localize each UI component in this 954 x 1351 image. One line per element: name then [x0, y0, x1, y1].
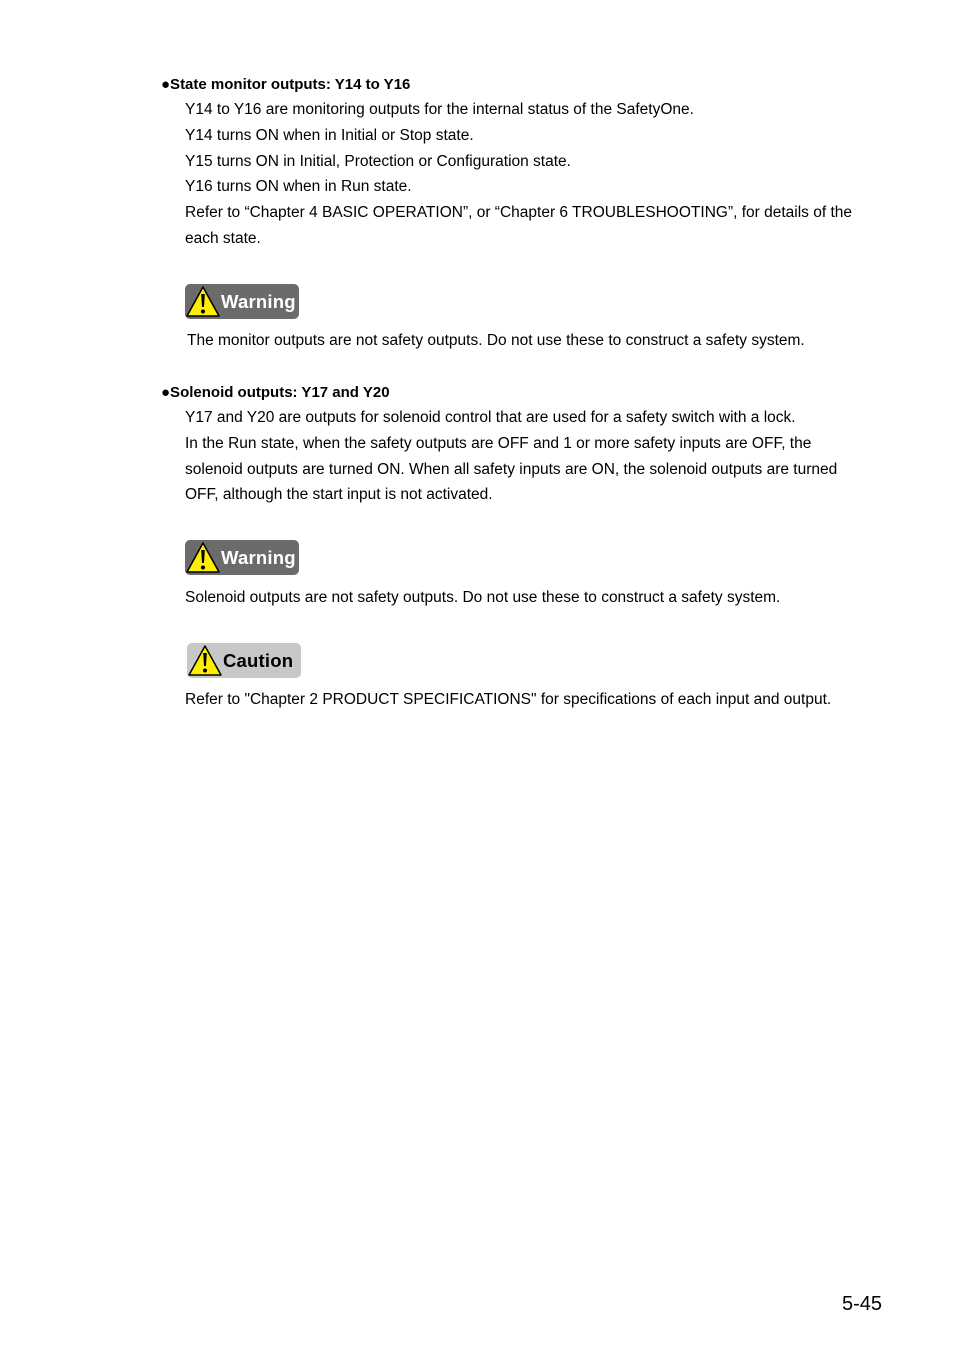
caution-label: Caution — [223, 649, 294, 671]
section-heading-solenoid: ●Solenoid outputs: Y17 and Y20 — [161, 384, 390, 401]
warning-text: The monitor outputs are not safety outputs. Do not use these to construct a safety system. — [187, 332, 805, 349]
warning-badge — [185, 284, 299, 319]
caution-text: Refer to "Chapter 2 PRODUCT SPECIFICATIONS" for specifications of each input and output. — [185, 691, 832, 708]
paragraph-line: Y15 turns ON in Initial, Protection or Configuration state. — [185, 152, 571, 170]
exclamation-triangle-icon — [187, 644, 223, 677]
paragraph-line: Y14 to Y16 are monitoring outputs for the internal status of the SafetyOne. — [185, 101, 694, 118]
paragraph-line: Y17 and Y20 are outputs for solenoid control that are used for a safety switch with a lock. — [185, 409, 796, 426]
caution-badge — [187, 643, 301, 678]
warning-label: Warning — [221, 290, 296, 312]
paragraph-line: each state. — [185, 229, 261, 247]
warning-text: Solenoid outputs are not safety outputs. Do not use these to construct a safety system. — [185, 589, 781, 606]
section-body-state-monitor — [185, 97, 885, 252]
section-heading-state-monitor: ●State monitor outputs: Y14 to Y16 — [161, 76, 411, 93]
paragraph-line: solenoid outputs are turned ON. When all safety inputs are ON, the solenoid outputs are turned — [185, 460, 838, 478]
warning-badge — [185, 540, 299, 575]
exclamation-triangle-icon — [185, 541, 221, 574]
paragraph-line: Y14 turns ON when in Initial or Stop state. — [185, 126, 474, 144]
paragraph-line: Refer to “Chapter 4 BASIC OPERATION”, or “Chapter 6 TROUBLESHOOTING”, for details of the — [185, 204, 852, 222]
warning-label: Warning — [221, 546, 296, 568]
paragraph-line: In the Run state, when the safety outputs are OFF and 1 or more safety inputs are OFF, the — [185, 434, 812, 452]
exclamation-triangle-icon — [185, 285, 221, 318]
paragraph-line: Y16 turns ON when in Run state. — [185, 178, 412, 196]
section-body-solenoid — [185, 405, 885, 508]
paragraph-line: OFF, although the start input is not activated. — [185, 486, 493, 504]
page-number: 5-45 — [842, 1293, 883, 1315]
